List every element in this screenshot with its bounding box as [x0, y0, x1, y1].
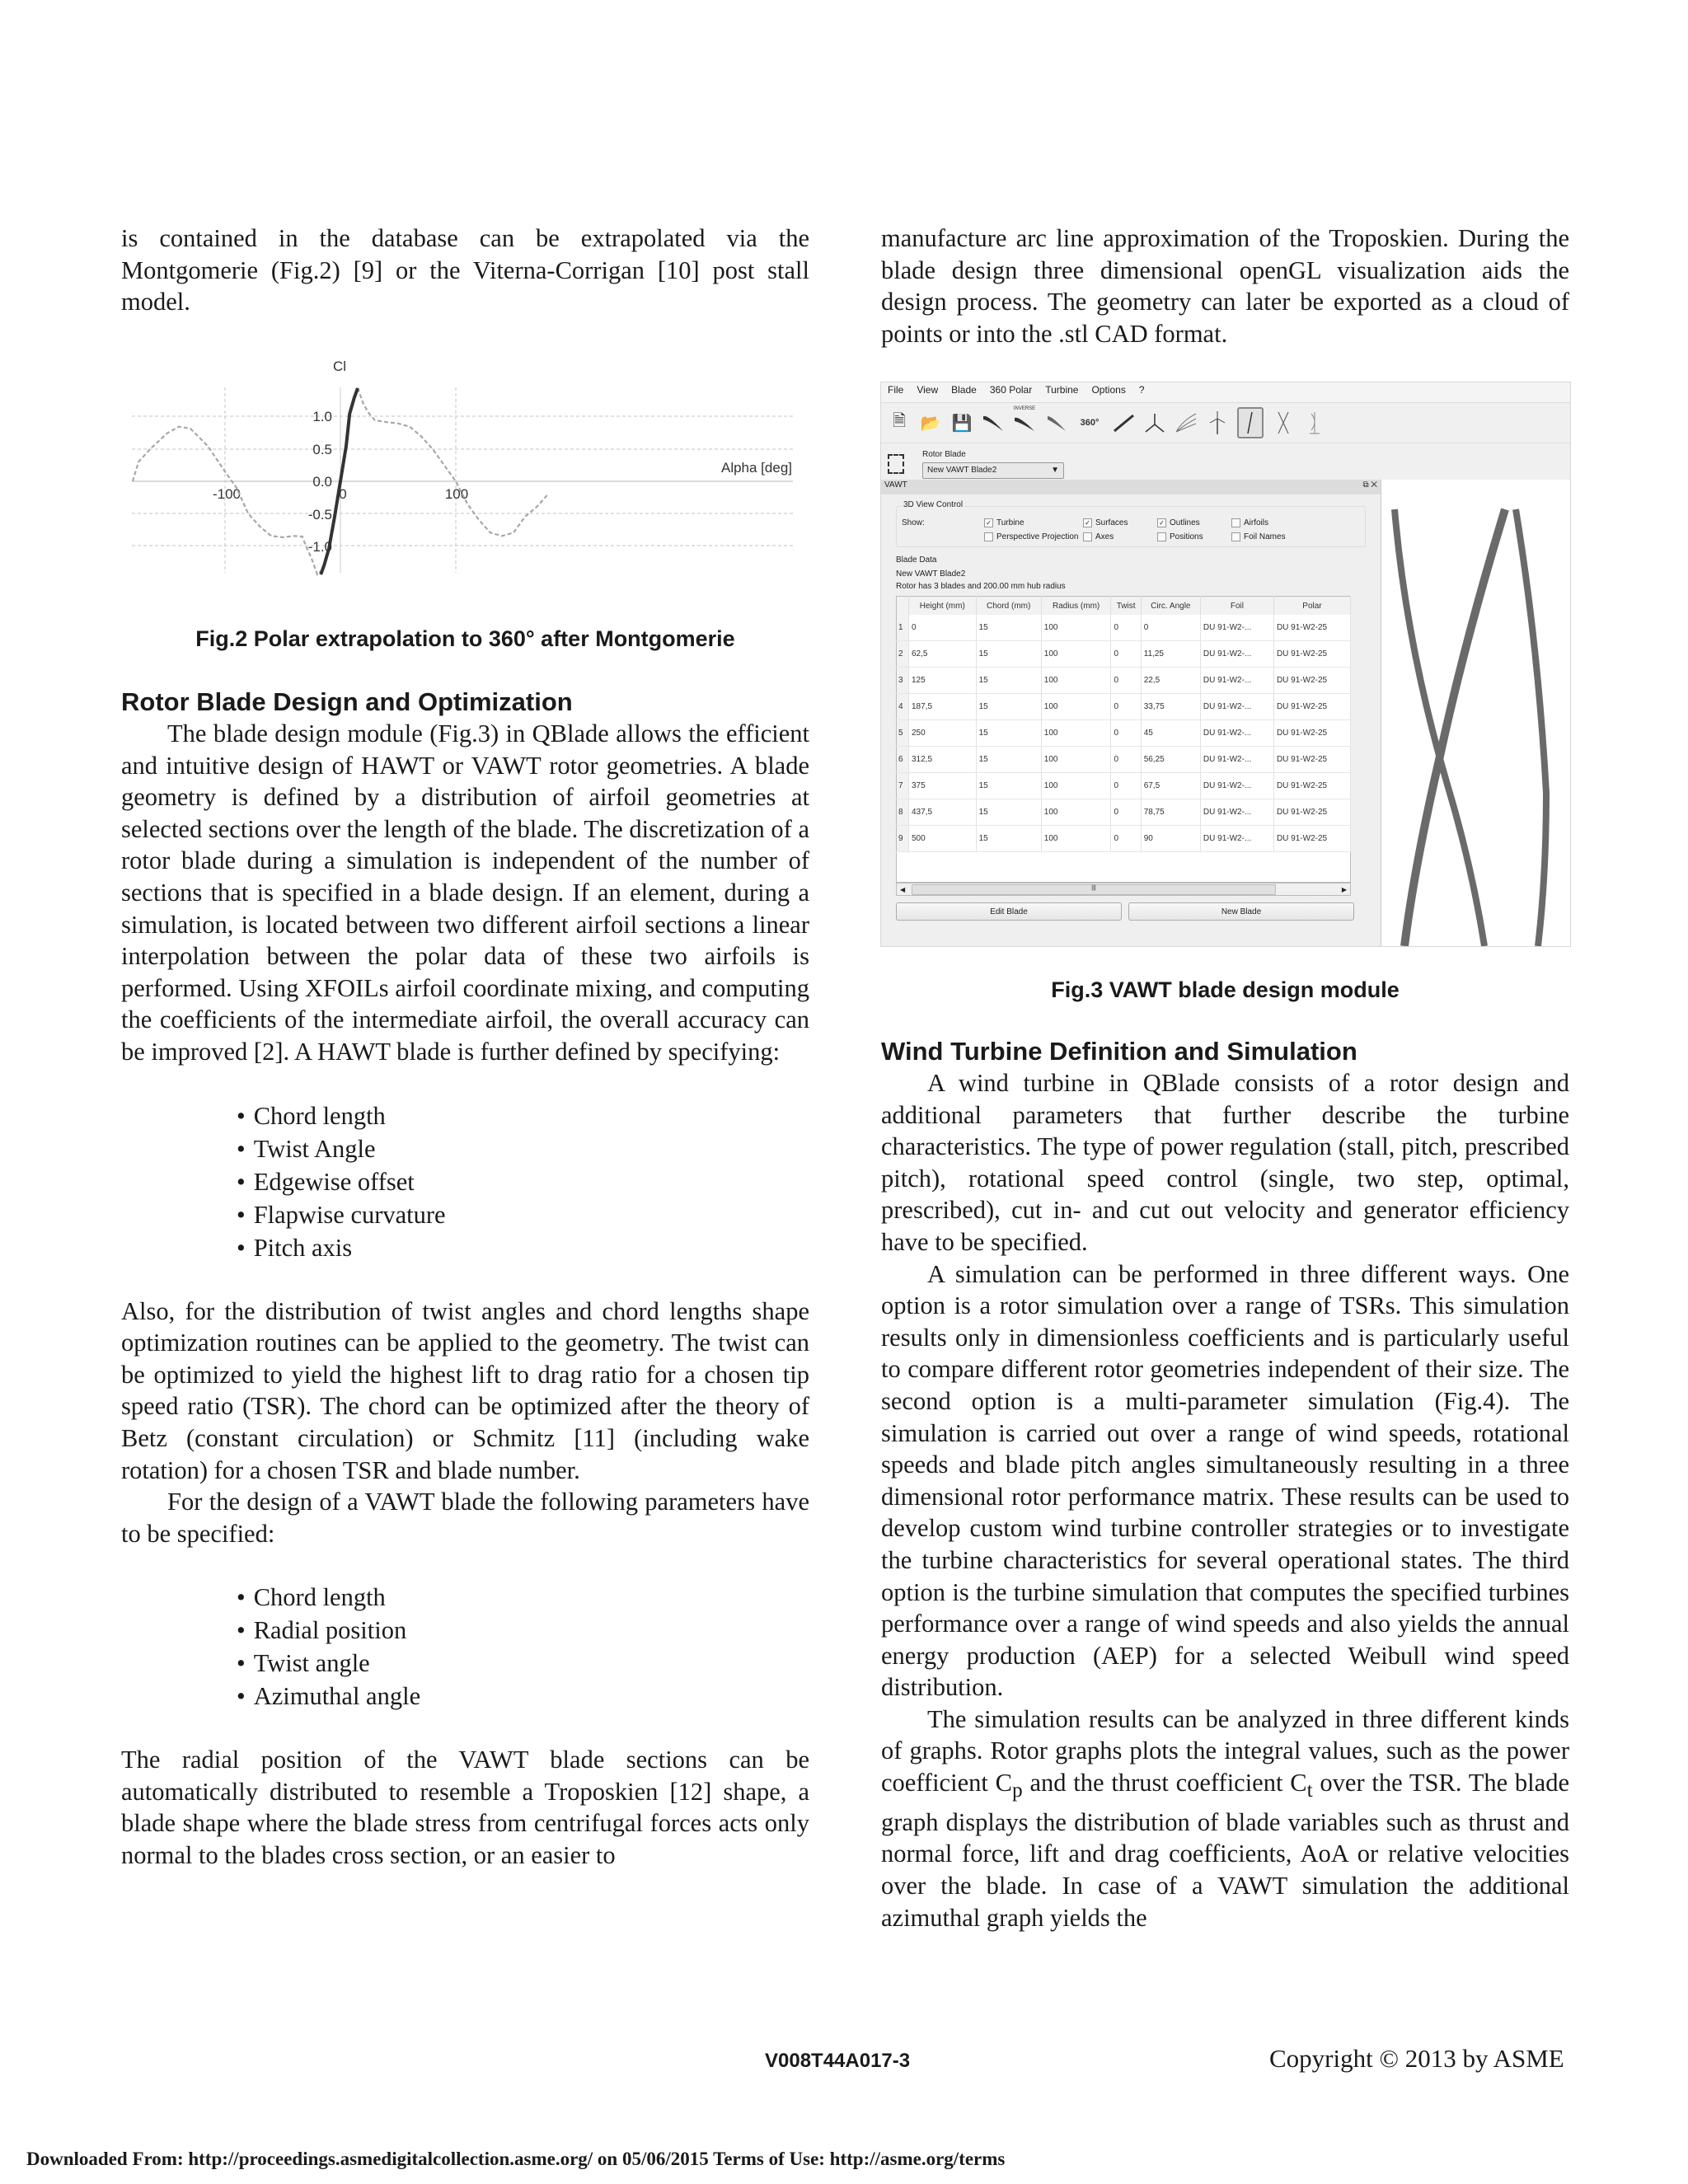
- list-item: • Azimuthal angle: [237, 1680, 809, 1713]
- subscript-t: t: [1306, 1779, 1313, 1802]
- table-cell[interactable]: 15: [976, 720, 1041, 747]
- list-item: • Flapwise curvature: [237, 1198, 809, 1231]
- table-cell[interactable]: 500: [909, 826, 977, 852]
- table-cell[interactable]: 15: [976, 641, 1041, 668]
- menu-options[interactable]: Options: [1091, 384, 1126, 396]
- table-cell[interactable]: DU 91-W2-25: [1273, 615, 1350, 641]
- check-icon: ✓: [1157, 518, 1166, 527]
- table-cell[interactable]: 0: [1111, 826, 1141, 852]
- checkbox-label: Outlines: [1170, 518, 1200, 528]
- table-cell[interactable]: 0: [1111, 694, 1141, 720]
- right-intro: [881, 223, 1569, 349]
- column-header[interactable]: Chord (mm): [976, 597, 1041, 616]
- table-cell[interactable]: 62,5: [909, 641, 977, 668]
- table-cell[interactable]: DU 91-W2-25: [1273, 694, 1350, 720]
- curves-icon[interactable]: [1175, 409, 1198, 437]
- fig3-caption: Fig.3 VAWT blade design module: [1051, 977, 1400, 1002]
- section-title-rotor-blade: Rotor Blade Design and Optimization: [121, 687, 573, 716]
- table-cell[interactable]: DU 91-W2-...: [1200, 826, 1273, 852]
- row-number[interactable]: 2: [897, 641, 909, 668]
- checkbox-positions[interactable]: [1157, 532, 1231, 541]
- svg-text:Cl: Cl: [332, 359, 347, 374]
- row-number-header: [897, 597, 909, 616]
- table-cell[interactable]: 15: [976, 747, 1041, 773]
- vawt-parameter-list: [121, 1581, 809, 1713]
- blade-data-table: [896, 596, 1351, 883]
- table-cell[interactable]: 22,5: [1141, 668, 1200, 694]
- check-icon: ✓: [1083, 518, 1092, 527]
- left-intro: [121, 223, 809, 318]
- list-item: • Twist Angle: [237, 1132, 809, 1165]
- menu-help[interactable]: ?: [1138, 384, 1145, 396]
- table-cell[interactable]: 0: [1111, 773, 1141, 799]
- table-cell[interactable]: 15: [976, 694, 1041, 720]
- table-cell[interactable]: DU 91-W2-...: [1200, 747, 1273, 773]
- right-body: [881, 1036, 1569, 1933]
- table-cell[interactable]: 15: [976, 615, 1041, 641]
- vawt-rotor-icon[interactable]: [1272, 409, 1295, 437]
- table-cell[interactable]: 0: [909, 615, 977, 641]
- blade-icon[interactable]: [1112, 409, 1135, 437]
- new-file-icon[interactable]: 🗎: [892, 412, 907, 430]
- simulation-paragraph: A simulation can be performed in three different ways. One option is a rotor simulation over a range of TSRs. This simulation results only in dimensionless coefficients and is particularly useful to compare different rotor geometries independent of their size. The second option is a multi-parameter simulation (Fig.4). The simulation is carried out over a range of wind speeds, rotational speeds and blade pitch angles simultaneously resulting in a three dimensional rotor performance matrix. These results can be used to develop custom wind turbine controller strategies or to investigate the turbine characteristics for several operational states. The third option is the turbine simulation that computes the specified turbines performance over a range of wind speeds and also yields the annual energy production (AEP) for a selected Weibull wind speed distribution.: [881, 1259, 1569, 1702]
- graphs-text-c: over the TSR. The blade graph displays the distribution of blade variables such as thrust and normal force, lift and drag coefficients, AoA or relative velocities over the blade. In case of a VAWT simulation the additional azimuthal graph yields the: [881, 1769, 1569, 1932]
- checkbox-label: Turbine: [996, 518, 1025, 528]
- menu-turbine[interactable]: Turbine: [1045, 384, 1079, 396]
- hawt-parameter-list: [121, 1099, 809, 1264]
- row-number[interactable]: 3: [897, 668, 909, 694]
- table-cell[interactable]: 15: [976, 799, 1041, 826]
- menu-file[interactable]: File: [888, 384, 904, 396]
- scroll-right-icon[interactable]: ▶: [1341, 885, 1347, 893]
- rotor-info: Rotor has 3 blades and 200.00 mm hub radius: [896, 582, 1066, 592]
- list-item: • Chord length: [237, 1099, 809, 1132]
- svg-text:-100: -100: [212, 486, 241, 502]
- list-item: • Radial position: [237, 1614, 809, 1647]
- panel-header: [881, 480, 1381, 494]
- toolbar: [881, 403, 1570, 443]
- blade-data-group: [896, 555, 1366, 921]
- table-cell[interactable]: 0: [1111, 720, 1141, 747]
- table-cell[interactable]: 0: [1111, 799, 1141, 826]
- rotor-blade-select[interactable]: [922, 462, 1064, 479]
- svg-text:0: 0: [339, 486, 347, 502]
- checkbox-box: [1083, 532, 1092, 541]
- copyright: Copyright © 2013 by ASME: [1269, 2044, 1564, 2073]
- table-cell[interactable]: 0: [1111, 668, 1141, 694]
- qblade-window: [880, 382, 1571, 947]
- table-row[interactable]: [897, 615, 1351, 641]
- table-cell[interactable]: 33,75: [1141, 694, 1200, 720]
- intro-paragraph: is contained in the database can be extrapolated via the Montgomerie (Fig.2) [9] or the Viterna-Corrigan [10] post stall model.: [121, 224, 809, 316]
- list-item: • Twist angle: [237, 1647, 809, 1680]
- menu-bar: [881, 382, 1570, 403]
- table-cell[interactable]: DU 91-W2-...: [1200, 641, 1273, 668]
- checkbox-box: [1231, 518, 1240, 527]
- table-cell[interactable]: DU 91-W2-25: [1273, 799, 1350, 826]
- view-control-group: [896, 500, 1366, 547]
- list-item: • Pitch axis: [237, 1231, 809, 1264]
- panel-title: VAWT: [884, 480, 907, 490]
- table-cell[interactable]: DU 91-W2-25: [1273, 668, 1350, 694]
- checkbox-axes[interactable]: [1083, 532, 1157, 541]
- table-cell[interactable]: 15: [976, 668, 1041, 694]
- table-cell[interactable]: 125: [909, 668, 977, 694]
- table-cell[interactable]: DU 91-W2-...: [1200, 615, 1273, 641]
- table-cell[interactable]: 100: [1041, 641, 1111, 668]
- checkbox-box: [1231, 532, 1240, 541]
- table-row[interactable]: [897, 668, 1351, 694]
- table-cell[interactable]: 100: [1041, 720, 1111, 747]
- list-item: • Chord length: [237, 1581, 809, 1614]
- table-cell[interactable]: 15: [976, 773, 1041, 799]
- rotor-icon[interactable]: [1143, 409, 1166, 437]
- 3d-blade-view[interactable]: [1381, 480, 1570, 946]
- table-cell[interactable]: 100: [1041, 694, 1111, 720]
- table-cell[interactable]: 0: [1111, 641, 1141, 668]
- close-icon[interactable]: ✕: [1371, 480, 1377, 490]
- checkbox-label: Surfaces: [1095, 518, 1128, 528]
- vawt-blades-render: [1381, 480, 1570, 946]
- checkbox-label: Perspective Projection: [996, 532, 1079, 542]
- table-cell[interactable]: DU 91-W2-25: [1273, 720, 1350, 747]
- edit-blade-button[interactable]: Edit Blade: [896, 902, 1122, 921]
- table-cell[interactable]: 312,5: [909, 747, 977, 773]
- row-number[interactable]: 4: [897, 694, 909, 720]
- row-number[interactable]: 8: [897, 799, 909, 826]
- table-row[interactable]: [897, 720, 1351, 747]
- rotor-blade-label: Rotor Blade: [922, 449, 966, 459]
- graphs-text-b: and the thrust coefficient C: [1022, 1769, 1307, 1797]
- blade-data-title: Blade Data: [896, 555, 937, 565]
- table-row[interactable]: [897, 694, 1351, 720]
- left-body: [121, 687, 809, 1872]
- rotor-blade-group: [922, 450, 1064, 479]
- table-row[interactable]: [897, 747, 1351, 773]
- svg-text:-0.5: -0.5: [307, 507, 332, 523]
- row-number[interactable]: 1: [897, 615, 909, 641]
- hawt-turbine-icon[interactable]: [1206, 409, 1229, 437]
- table-cell[interactable]: 15: [976, 826, 1041, 852]
- table-cell[interactable]: 100: [1041, 799, 1111, 826]
- checkbox-foil-names[interactable]: [1231, 532, 1306, 541]
- vawt-intro-paragraph: For the design of a VAWT blade the following parameters have to be specified:: [121, 1488, 809, 1548]
- table-cell[interactable]: DU 91-W2-...: [1200, 694, 1273, 720]
- table-cell[interactable]: 437,5: [909, 799, 977, 826]
- selection-icon[interactable]: [888, 454, 904, 474]
- section-title-wind-turbine: Wind Turbine Definition and Simulation: [881, 1037, 1357, 1066]
- table-cell[interactable]: 90: [1141, 826, 1200, 852]
- scroll-left-icon[interactable]: ◀: [900, 885, 906, 893]
- svg-text:Alpha [deg]: Alpha [deg]: [720, 460, 792, 476]
- show-label: Show:: [902, 518, 925, 528]
- view-control-title: 3D View Control: [903, 500, 964, 509]
- inverse-label: INVERSE: [1013, 406, 1036, 411]
- table-cell[interactable]: 100: [1041, 615, 1111, 641]
- blade-name: New VAWT Blade2: [896, 569, 966, 579]
- airfoil-mesh-icon[interactable]: [1044, 409, 1067, 437]
- table-cell[interactable]: 67,5: [1141, 773, 1200, 799]
- table-cell[interactable]: DU 91-W2-25: [1273, 641, 1350, 668]
- column-header[interactable]: Twist: [1111, 597, 1141, 616]
- vawt-turbine-icon[interactable]: [1303, 409, 1326, 437]
- row-number[interactable]: 5: [897, 720, 909, 747]
- vawt-blade-icon[interactable]: [1237, 407, 1264, 438]
- table-cell[interactable]: DU 91-W2-...: [1200, 799, 1273, 826]
- table-cell[interactable]: 45: [1141, 720, 1200, 747]
- row-number[interactable]: 9: [897, 826, 909, 852]
- optimization-paragraph: Also, for the distribution of twist angles and chord lengths shape optimization routines can be applied to the geometry. The twist can be optimized to yield the highest lift to drag ratio for a chosen tip speed ratio (TSR). The chord can be optimized after the theory of Betz (constant circulation) or Schmitz [11] (including wake rotation) for a chosen TSR and blade number.: [121, 1296, 809, 1484]
- row-number[interactable]: 7: [897, 773, 909, 799]
- table-cell[interactable]: 100: [1041, 747, 1111, 773]
- table-row[interactable]: [897, 799, 1351, 826]
- checkbox-perspective[interactable]: [984, 532, 1083, 541]
- checkbox-airfoils[interactable]: [1231, 518, 1306, 527]
- table-cell[interactable]: DU 91-W2-...: [1200, 720, 1273, 747]
- checkbox-box: [984, 532, 993, 541]
- table-row[interactable]: [897, 826, 1351, 852]
- chevron-down-icon: ▼: [1051, 466, 1059, 475]
- graphs-text-a: The simulation results can be analyzed in three different kinds of graphs. Rotor graphs plots the integral values, such as the power coefficient C: [881, 1704, 1569, 1797]
- table-cell[interactable]: 100: [1041, 773, 1111, 799]
- fig2-caption: Fig.2 Polar extrapolation to 360° after Montgomerie: [195, 626, 735, 651]
- troposkien-paragraph: manufacture arc line approximation of the Troposkien. During the blade design three dimensional openGL visualization aids the design process. The geometry can later be exported as a cloud of points or into the .stl CAD format.: [881, 224, 1569, 348]
- column-header[interactable]: Circ. Angle: [1141, 597, 1200, 616]
- check-icon: ✓: [984, 518, 993, 527]
- blade-design-paragraph: The blade design module (Fig.3) in QBlade allows the efficient and intuitive design of HAWT or VAWT rotor geometries. A blade geometry is defined by a distribution of airfoil geometries at selected sections over the length of the blade. The discretization of a rotor blade during a simulation is independent of the number of sections that is specified in a blade design. If an element, during a simulation, is located between two different airfoil sections a linear interpolation between the polar data of these two airfoils is performed. Using XFOILs airfoil coordinate mixing, and computing the coefficients of the intermediate airfoil, the overall accuracy can be improved [2]. A HAWT blade is further defined by specifying:: [121, 719, 809, 1066]
- svg-text:0.5: 0.5: [312, 442, 332, 457]
- table-cell[interactable]: 187,5: [909, 694, 977, 720]
- scroll-thumb[interactable]: |||: [912, 884, 1276, 895]
- table-cell[interactable]: DU 91-W2-...: [1200, 668, 1273, 694]
- undock-icon[interactable]: ⧉: [1362, 480, 1369, 490]
- table-cell[interactable]: 0: [1111, 615, 1141, 641]
- graphs-paragraph: [881, 1704, 1569, 1933]
- 360-polar-icon[interactable]: 360°: [1080, 418, 1100, 428]
- checkbox-turbine[interactable]: [984, 518, 1083, 527]
- column-header[interactable]: Height (mm): [909, 597, 977, 616]
- rotor-blade-value: New VAWT Blade2: [927, 466, 997, 475]
- vawt-panel: [881, 480, 1381, 946]
- table-row[interactable]: [897, 773, 1351, 799]
- svg-text:100: 100: [444, 486, 469, 502]
- row-number[interactable]: 6: [897, 747, 909, 773]
- new-blade-button[interactable]: New Blade: [1128, 902, 1354, 921]
- table-cell[interactable]: 100: [1041, 826, 1111, 852]
- menu-360-polar[interactable]: 360 Polar: [989, 384, 1033, 396]
- horizontal-scrollbar[interactable]: [896, 883, 1351, 896]
- menu-blade[interactable]: Blade: [951, 384, 977, 396]
- polar-chart: [124, 354, 808, 577]
- column-header[interactable]: Foil: [1200, 597, 1273, 616]
- column-header[interactable]: Polar: [1273, 597, 1350, 616]
- table-cell[interactable]: DU 91-W2-25: [1273, 747, 1350, 773]
- column-header[interactable]: Radius (mm): [1041, 597, 1111, 616]
- radial-position-paragraph: The radial position of the VAWT blade sections can be automatically distributed to resemble a Troposkien [12] shape, a blade shape where the blade stress from centrifugal forces acts only normal to the blades cross section, or an easier to: [121, 1746, 809, 1870]
- open-folder-icon[interactable]: 📂: [920, 414, 941, 433]
- list-item: • Edgewise offset: [237, 1165, 809, 1198]
- table-cell[interactable]: DU 91-W2-...: [1200, 773, 1273, 799]
- table-cell[interactable]: 250: [909, 720, 977, 747]
- subscript-p: p: [1011, 1779, 1023, 1802]
- checkbox-label: Positions: [1170, 532, 1203, 542]
- checkbox-surfaces[interactable]: [1083, 518, 1157, 527]
- menu-view[interactable]: View: [917, 384, 939, 396]
- table-cell[interactable]: 11,25: [1141, 641, 1200, 668]
- paper-id: V008T44A017-3: [765, 2050, 911, 2072]
- save-icon[interactable]: 💾: [951, 414, 973, 433]
- table-cell[interactable]: 0: [1141, 615, 1200, 641]
- table-row[interactable]: [897, 641, 1351, 668]
- svg-text:0.0: 0.0: [312, 474, 332, 490]
- checkbox-label: Axes: [1095, 532, 1114, 542]
- download-notice: Downloaded From: http://proceedings.asmedigitalcollection.asme.org/ on 05/06/2015 Terms of Use: http://asme.org/terms: [26, 2149, 1006, 2169]
- table-cell[interactable]: 100: [1041, 668, 1111, 694]
- checkbox-outlines[interactable]: [1157, 518, 1231, 527]
- svg-text:1.0: 1.0: [312, 409, 332, 424]
- airfoil-icon[interactable]: [982, 409, 1005, 437]
- table-cell[interactable]: 375: [909, 773, 977, 799]
- table-cell[interactable]: 56,25: [1141, 747, 1200, 773]
- inverse-airfoil-icon[interactable]: [1013, 406, 1036, 437]
- turbine-definition-paragraph: A wind turbine in QBlade consists of a rotor design and additional parameters that further describe the turbine characteristics. The type of power regulation (stall, pitch, prescribed pitch), rotational speed control (single, two step, optimal, prescribed), cut in- and cut out velocity and generator efficiency have to be specified.: [881, 1069, 1569, 1256]
- checkbox-box: [1157, 532, 1166, 541]
- table-cell[interactable]: DU 91-W2-25: [1273, 826, 1350, 852]
- svg-text:-1.0: -1.0: [307, 539, 332, 555]
- table-cell[interactable]: 78,75: [1141, 799, 1200, 826]
- checkbox-label: Foil Names: [1244, 532, 1286, 542]
- table-cell[interactable]: DU 91-W2-25: [1273, 773, 1350, 799]
- checkbox-label: Airfoils: [1244, 518, 1269, 528]
- table-cell[interactable]: 0: [1111, 747, 1141, 773]
